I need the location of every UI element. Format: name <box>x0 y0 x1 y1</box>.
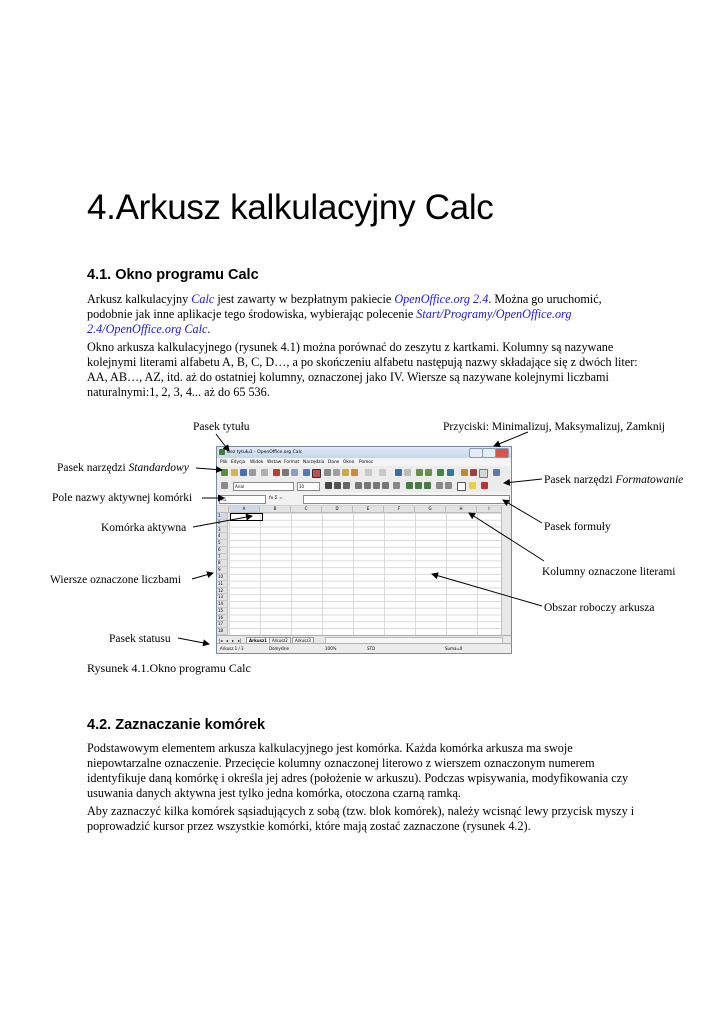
label-columns: Kolumny oznaczone literami <box>542 566 676 578</box>
row-header[interactable]: 14 <box>217 601 228 608</box>
row-header[interactable]: 8 <box>217 560 228 567</box>
menu-item-edycja[interactable]: Edycja <box>231 460 246 465</box>
font-name-select[interactable]: Arial <box>233 482 294 491</box>
row-header[interactable]: 15 <box>217 608 228 615</box>
text-run: . Można go uruchomić, podobnie jak inne aplikacje tego środowiska, wybierając polecenie <box>87 292 602 321</box>
row-header[interactable]: 12 <box>217 588 228 595</box>
arrow-standard-toolbar <box>196 468 222 470</box>
next-sheet-icon[interactable]: ▸ <box>232 638 235 643</box>
status-zoom: 100% <box>325 646 337 651</box>
label-rows: Wiersze oznaczone liczbami <box>50 574 182 586</box>
column-header[interactable]: C <box>291 506 322 513</box>
last-sheet-icon[interactable]: ▸| <box>238 638 242 643</box>
status-style: Domyślne <box>269 646 289 651</box>
label-title-bar: Pasek tytułu <box>193 421 250 433</box>
row-header[interactable]: 4 <box>217 533 228 540</box>
menu-item-dane[interactable]: Dane <box>328 460 340 465</box>
arrow-active-cell <box>193 516 252 527</box>
row-header[interactable]: 17 <box>217 621 228 628</box>
text-run: Pasek narzędzi <box>544 474 616 486</box>
row-header[interactable]: 11 <box>217 581 228 588</box>
arrow-format-toolbar <box>504 479 542 483</box>
menu-item-plik[interactable]: Plik <box>220 460 228 465</box>
column-header[interactable]: G <box>415 506 446 513</box>
section-title: 4.2. Zaznaczanie komórek <box>87 717 266 733</box>
status-sum: Suma=0 <box>445 646 463 651</box>
column-header[interactable]: E <box>353 506 384 513</box>
arrow-window-buttons <box>494 432 528 446</box>
start-menu-path-link[interactable]: Start/Programy/OpenOffice.org 2.4/OpenOffice.org Calc <box>87 307 572 336</box>
column-header[interactable]: I <box>477 506 502 513</box>
menu-item-widok[interactable]: Widok <box>250 460 264 465</box>
paragraph: Podstawowym elementem arkusza kalkulacyjnego jest komórka. Każda komórka arkusza ma swoje niepowtarzalne oznaczenie. Przecięcie kolumny oznaczonej literowo z wierszem oznaczonym numerem identyfikuje daną komórkę i określa jej adres (położenie w arkuszu). Podczas wpisywania, modyfikowania czy usuwania danych aktywna jest tylko jedna komórka, otoczona czarną ramką. <box>87 741 629 800</box>
window-title: Bez tytułu1 - OpenOffice.org Calc <box>227 450 303 455</box>
paragraph: Okno arkusza kalkulacyjnego (rysunek 4.1) można porównać do zeszytu z kartkami. Kolumny są nazywane kolejnymi literami alfabetu A, B, C, D…, a po skończeniu alfabetu następują nazwy składające się z dwóch liter: AA, AB…, AZ, itd. aż do ostatniej kolumny, oznaczonej jako IV. Wiersze są nazywane kolejnymi liczbami naturalnymi:1, 2, 3, 4... aż do 65 536. <box>87 340 638 399</box>
row-header[interactable]: 18 <box>217 628 228 635</box>
text-run: Standardowy <box>128 462 189 474</box>
text-run: jest zawarty w bezpłatnym pakiecie <box>214 292 395 306</box>
text-run: Pasek narzędzi <box>57 462 129 474</box>
label-window-buttons: Przyciski: Minimalizuj, Maksymalizuj, Zamknij <box>443 421 665 433</box>
row-header[interactable]: 16 <box>217 615 228 622</box>
arrow-work-area <box>432 574 542 606</box>
arrow-columns <box>469 513 544 561</box>
status-sheet: Arkusz 1 / 3 <box>220 646 244 651</box>
figure-caption: Rysunek 4.1.Okno programu Calc <box>87 661 251 675</box>
prev-sheet-icon[interactable]: ◂ <box>226 638 229 643</box>
label-name-box: Pole nazwy aktywnej komórki <box>52 492 193 504</box>
font-size-select[interactable]: 10 <box>297 482 320 491</box>
label-work-area: Obszar roboczy arkusza <box>544 602 655 614</box>
row-header[interactable]: 10 <box>217 574 228 581</box>
arrow-status-bar <box>178 638 209 644</box>
arrow-rows <box>192 573 213 579</box>
label-status-bar: Pasek statusu <box>109 633 171 645</box>
arrow-formula-bar <box>503 500 542 523</box>
column-header[interactable]: A <box>229 506 260 513</box>
sheet-tab-3[interactable]: Arkusz3 <box>292 637 314 645</box>
row-header[interactable]: 6 <box>217 547 228 554</box>
row-header[interactable]: 2 <box>217 520 228 527</box>
name-box[interactable]: A1 <box>219 495 266 504</box>
sheet-tab-1[interactable]: Arkusz1 <box>246 637 270 645</box>
text-run: . <box>207 322 211 336</box>
status-mode: STD <box>367 646 376 651</box>
menu-item-narzedzia[interactable]: Narzędzia <box>303 460 325 465</box>
first-sheet-icon[interactable]: |◂ <box>219 638 223 643</box>
menu-item-pomoc[interactable]: Pomoc <box>359 460 374 465</box>
column-header[interactable]: H <box>446 506 477 513</box>
menu-item-okno[interactable]: Okno <box>343 460 355 465</box>
row-header[interactable]: 9 <box>217 567 228 574</box>
column-header[interactable]: D <box>322 506 353 513</box>
menu-item-wstaw[interactable]: Wstaw <box>267 460 282 465</box>
openoffice-link[interactable]: OpenOffice.org 2.4 <box>394 292 489 306</box>
arrow-title-bar <box>216 434 229 451</box>
row-header[interactable]: 13 <box>217 594 228 601</box>
chapter-title: 4.Arkusz kalkulacyjny Calc <box>87 188 494 227</box>
menu-item-format[interactable]: Format <box>284 460 300 465</box>
text-run: Arkusz kalkulacyjny <box>87 292 192 306</box>
row-header[interactable]: 5 <box>217 540 228 547</box>
text-run: Formatowanie <box>615 474 684 486</box>
row-header[interactable]: 7 <box>217 554 228 561</box>
column-header[interactable]: F <box>384 506 415 513</box>
calc-link[interactable]: Calc <box>191 292 215 306</box>
sheet-tab-2[interactable]: Arkusz2 <box>269 637 291 645</box>
row-header[interactable]: 1 <box>217 513 228 520</box>
column-header[interactable]: B <box>260 506 291 513</box>
label-active-cell: Komórka aktywna <box>101 522 187 534</box>
formula-icons[interactable]: fx Σ = <box>269 496 283 501</box>
row-header[interactable]: 3 <box>217 527 228 534</box>
section-title: 4.1. Okno programu Calc <box>87 267 259 283</box>
paragraph: Aby zaznaczyć kilka komórek sąsiadujących z sobą (tzw. blok komórek), należy wcisnąć lewy przycisk myszy i poprowadzić kursor przez wszystkie komórki, które mają zostać zaznaczone (rysunek 4.2). <box>87 804 635 833</box>
label-formula-bar: Pasek formuły <box>544 521 611 533</box>
